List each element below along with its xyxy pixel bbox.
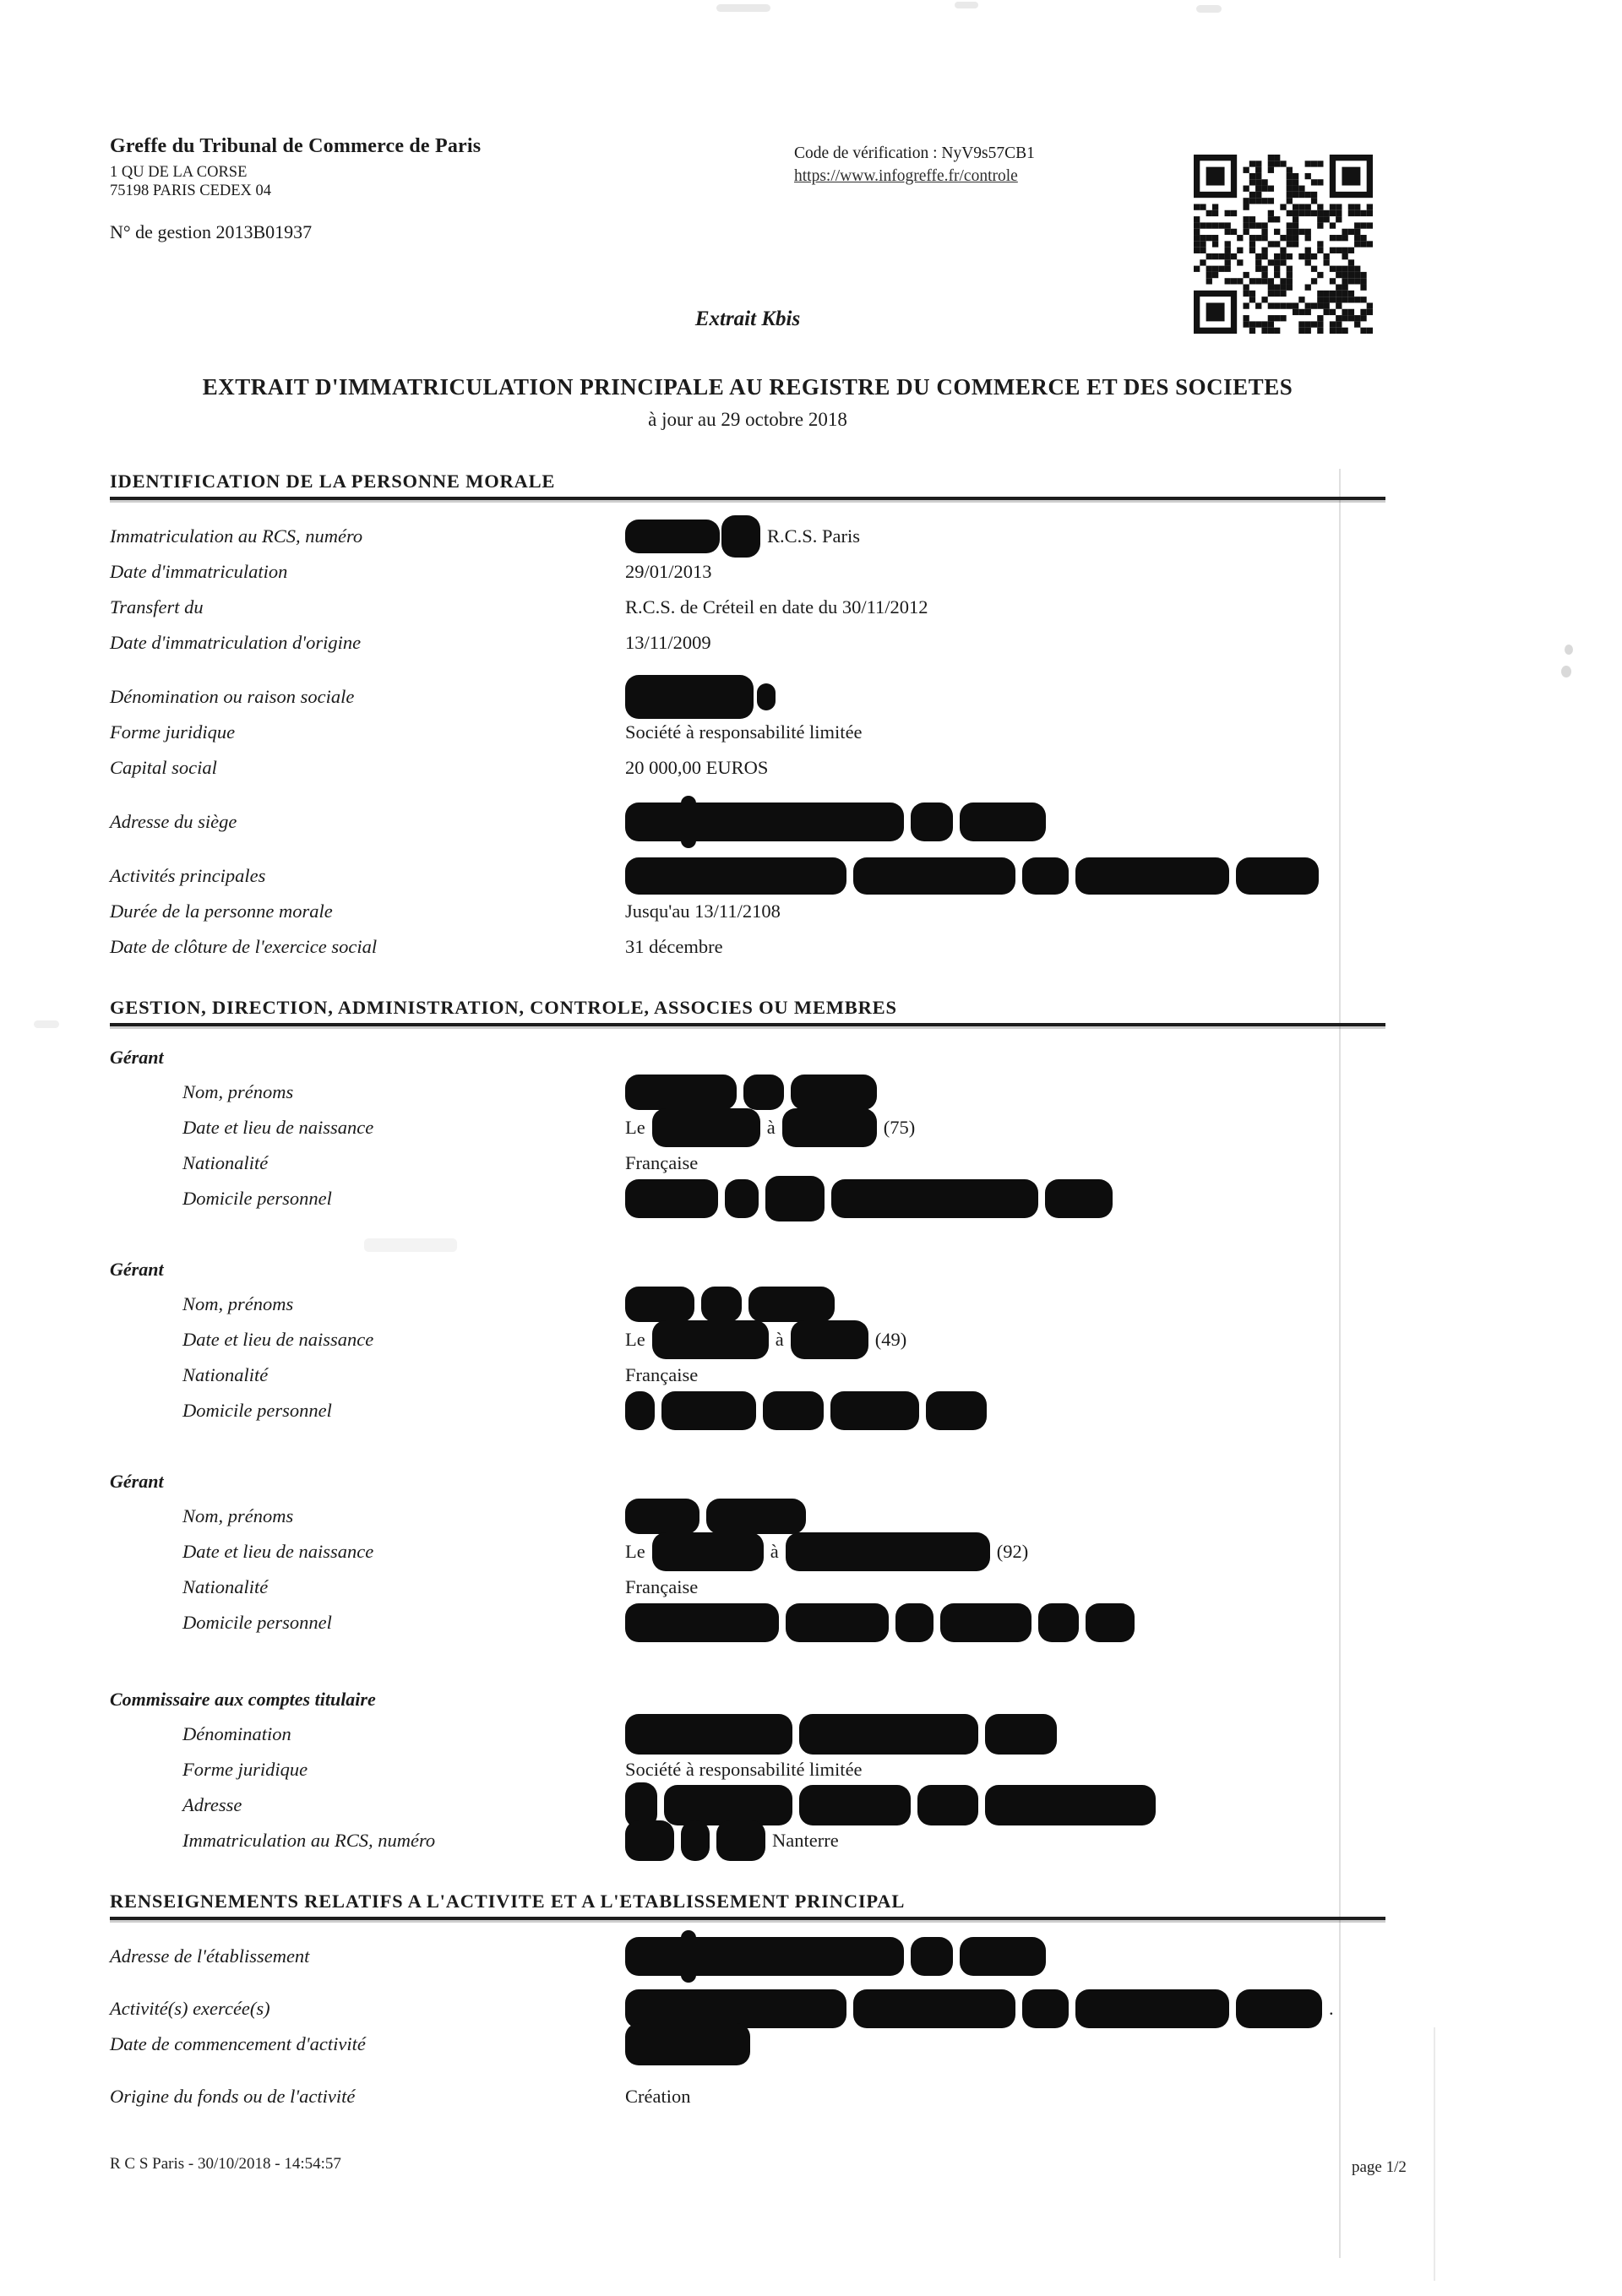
value-text: Le bbox=[625, 1117, 645, 1138]
field-row bbox=[110, 1322, 1385, 1357]
field-row bbox=[110, 1823, 1385, 1858]
value-text: à bbox=[770, 1541, 779, 1562]
field-value bbox=[625, 1287, 1385, 1322]
field-value bbox=[625, 2086, 1385, 2108]
scan-smudge bbox=[34, 1020, 59, 1028]
value-text: Société à responsabilité limitée bbox=[625, 1759, 863, 1780]
field-label: Origine du fonds ou de l'activité bbox=[110, 2086, 356, 2107]
redaction-bar bbox=[782, 1108, 877, 1147]
field-value bbox=[625, 1364, 1385, 1386]
field-label: Forme juridique bbox=[182, 1759, 308, 1780]
value-text: Nanterre bbox=[772, 1830, 839, 1851]
field-value bbox=[625, 803, 1385, 841]
redaction-bar bbox=[681, 1820, 710, 1861]
field-label: Immatriculation au RCS, numéro bbox=[110, 525, 363, 547]
value-text: (92) bbox=[996, 1541, 1029, 1562]
field-group bbox=[110, 1683, 1385, 1858]
field-group bbox=[110, 1939, 1385, 2114]
field-label: Domicile personnel bbox=[182, 1188, 332, 1209]
group-subheading: Gérant bbox=[110, 1471, 164, 1492]
field-row bbox=[110, 1991, 1385, 2027]
scan-smudge bbox=[955, 2, 978, 8]
redaction-bar bbox=[625, 1179, 718, 1218]
field-value bbox=[625, 2023, 1385, 2065]
verification-code: Code de vérification : NyV9s57CB1 bbox=[794, 144, 1035, 162]
value-text: Le bbox=[625, 1541, 645, 1562]
redaction-bar bbox=[661, 1391, 756, 1430]
redaction-bar bbox=[625, 1075, 737, 1110]
scan-smudge bbox=[716, 4, 770, 12]
field-label: Domicile personnel bbox=[182, 1612, 332, 1633]
field-row bbox=[110, 858, 1385, 894]
field-row bbox=[110, 1357, 1385, 1393]
field-value bbox=[625, 1603, 1385, 1642]
field-label: Nom, prénoms bbox=[182, 1081, 294, 1102]
section bbox=[110, 471, 1385, 965]
field-label: Dénomination ou raison sociale bbox=[110, 686, 355, 707]
redaction-bar bbox=[625, 1499, 699, 1534]
value-text: 29/01/2013 bbox=[625, 561, 712, 582]
issuer-address-line2: 75198 PARIS CEDEX 04 bbox=[110, 182, 272, 199]
field-label: Transfert du bbox=[110, 596, 204, 618]
field-label: Date de clôture de l'exercice social bbox=[110, 936, 378, 957]
value-text: Française bbox=[625, 1364, 699, 1385]
field-row bbox=[110, 804, 1385, 840]
redaction-bar bbox=[1045, 1179, 1113, 1218]
field-label: Capital social bbox=[110, 757, 217, 778]
field-row bbox=[110, 1075, 1385, 1110]
redaction-bar bbox=[625, 1937, 904, 1976]
value-text: (75) bbox=[883, 1117, 916, 1138]
group-subheading: Gérant bbox=[110, 1047, 164, 1068]
page-indicator: page 1/2 bbox=[1352, 2158, 1407, 2176]
scan-speck bbox=[1565, 645, 1573, 655]
value-text: R.C.S. Paris bbox=[767, 525, 861, 547]
redaction-bar bbox=[652, 1532, 764, 1571]
field-label: Activité(s) exercée(s) bbox=[110, 1998, 270, 2019]
field-value bbox=[625, 936, 1385, 958]
redaction-bar bbox=[625, 857, 846, 895]
field-label: Nom, prénoms bbox=[182, 1505, 294, 1526]
redaction-bar bbox=[853, 857, 1015, 895]
field-row bbox=[110, 519, 1385, 554]
redaction-bar bbox=[725, 1179, 759, 1218]
field-label: Domicile personnel bbox=[182, 1400, 332, 1421]
field-group bbox=[110, 1253, 1385, 1428]
redaction-bar bbox=[625, 1714, 792, 1755]
field-value bbox=[625, 1152, 1385, 1174]
field-label: Date et lieu de naissance bbox=[182, 1541, 374, 1562]
field-row bbox=[110, 1393, 1385, 1428]
field-value bbox=[625, 1499, 1385, 1534]
redaction-bar bbox=[625, 1820, 674, 1861]
field-group bbox=[110, 1465, 1385, 1640]
field-value bbox=[625, 900, 1385, 922]
document-title: Extrait Kbis bbox=[694, 307, 801, 330]
redaction-bar bbox=[743, 1075, 784, 1110]
section-heading: IDENTIFICATION DE LA PERSONNE MORALE bbox=[110, 471, 1385, 500]
redaction-bar bbox=[911, 803, 953, 841]
field-value bbox=[625, 1759, 1385, 1781]
field-row bbox=[110, 679, 1385, 715]
redaction-bar bbox=[625, 520, 720, 553]
section-heading: RENSEIGNEMENTS RELATIFS A L'ACTIVITE ET A L'ETABLISSEMENT PRINCIPAL bbox=[110, 1891, 1385, 1920]
redaction-bar bbox=[701, 1287, 742, 1322]
redaction-bar bbox=[926, 1391, 987, 1430]
redaction-bar bbox=[917, 1785, 978, 1825]
field-label: Adresse du siège bbox=[110, 811, 237, 832]
field-row bbox=[110, 2027, 1385, 2062]
field-value bbox=[625, 1714, 1385, 1755]
group-subheading: Gérant bbox=[110, 1259, 164, 1280]
redaction-bar bbox=[763, 1391, 824, 1430]
redaction-bar bbox=[940, 1603, 1031, 1642]
redaction-bar bbox=[625, 2023, 750, 2065]
field-label: Nationalité bbox=[182, 1364, 269, 1385]
issuer-block bbox=[110, 135, 481, 200]
redaction-bar bbox=[625, 1603, 779, 1642]
field-value bbox=[625, 1532, 1385, 1571]
redaction-bar bbox=[1022, 857, 1069, 895]
field-row bbox=[110, 1287, 1385, 1322]
scan-speck bbox=[1561, 666, 1571, 677]
field-row bbox=[110, 894, 1385, 929]
redaction-bar bbox=[831, 1179, 1038, 1218]
redaction-bar bbox=[786, 1603, 889, 1642]
field-value bbox=[625, 1320, 1385, 1359]
footer-info: R C S Paris - 30/10/2018 - 14:54:57 bbox=[110, 2155, 341, 2173]
value-text: Française bbox=[625, 1576, 699, 1597]
value-text: Société à responsabilité limitée bbox=[625, 721, 863, 743]
verification-link[interactable]: https://www.infogreffe.fr/controle bbox=[794, 167, 1018, 185]
redaction-bar bbox=[1022, 1989, 1069, 2028]
field-row bbox=[110, 590, 1385, 625]
field-row bbox=[110, 1787, 1385, 1823]
field-group bbox=[110, 858, 1385, 965]
value-text: à bbox=[775, 1329, 784, 1350]
value-text: Création bbox=[625, 2086, 691, 2107]
document-subtitle: à jour au 29 octobre 2018 bbox=[648, 409, 847, 430]
redaction-bar bbox=[721, 515, 760, 558]
field-value bbox=[625, 757, 1385, 779]
field-row bbox=[110, 1181, 1385, 1216]
field-row bbox=[110, 1939, 1385, 1974]
field-label: Forme juridique bbox=[110, 721, 236, 743]
field-label: Date et lieu de naissance bbox=[182, 1117, 374, 1138]
redaction-bar bbox=[716, 1820, 765, 1861]
value-text: 31 décembre bbox=[625, 936, 723, 957]
field-group bbox=[110, 679, 1385, 786]
redaction-bar bbox=[625, 675, 754, 719]
redaction-bar bbox=[625, 1391, 655, 1430]
redaction-bar bbox=[1236, 1989, 1322, 2028]
redaction-bar bbox=[799, 1785, 911, 1825]
redaction-bar bbox=[706, 1499, 806, 1534]
field-row bbox=[110, 554, 1385, 590]
field-label: Nationalité bbox=[182, 1576, 269, 1597]
field-row bbox=[110, 1570, 1385, 1605]
field-group bbox=[110, 804, 1385, 840]
value-text: Le bbox=[625, 1329, 645, 1350]
field-value bbox=[625, 1576, 1385, 1598]
redaction-bar bbox=[960, 1937, 1046, 1976]
field-value bbox=[625, 857, 1385, 895]
field-value bbox=[625, 1937, 1385, 1976]
field-value bbox=[625, 1391, 1385, 1430]
field-value bbox=[625, 1108, 1385, 1147]
redaction-bar bbox=[1075, 857, 1229, 895]
redaction-bar bbox=[757, 683, 776, 710]
field-label: Durée de la personne morale bbox=[110, 900, 333, 922]
value-text: à bbox=[766, 1117, 776, 1138]
redaction-bar bbox=[911, 1937, 953, 1976]
value-text: Française bbox=[625, 1152, 699, 1173]
field-value bbox=[625, 1989, 1385, 2028]
section-heading: GESTION, DIRECTION, ADMINISTRATION, CONTROLE, ASSOCIES OU MEMBRES bbox=[110, 997, 1385, 1026]
scan-smudge bbox=[1196, 5, 1222, 13]
redaction-bar bbox=[1236, 857, 1319, 895]
field-label: Date d'immatriculation bbox=[110, 561, 288, 582]
field-value bbox=[625, 1176, 1385, 1221]
redaction-bar bbox=[799, 1714, 978, 1755]
redaction-bar bbox=[1086, 1603, 1135, 1642]
redaction-bar bbox=[652, 1108, 760, 1147]
field-value bbox=[625, 632, 1385, 654]
field-row bbox=[110, 2079, 1385, 2114]
field-row bbox=[110, 1605, 1385, 1640]
redaction-bar bbox=[960, 803, 1046, 841]
redaction-bar-stub bbox=[681, 796, 696, 848]
redaction-bar-stub bbox=[681, 1930, 696, 1983]
field-row bbox=[110, 1534, 1385, 1570]
redaction-bar bbox=[791, 1075, 877, 1110]
field-value bbox=[625, 515, 1385, 558]
group-subheading: Commissaire aux comptes titulaire bbox=[110, 1689, 376, 1710]
value-text: (49) bbox=[874, 1329, 907, 1350]
redaction-bar bbox=[664, 1785, 792, 1825]
field-row bbox=[110, 625, 1385, 661]
field-row bbox=[110, 1110, 1385, 1145]
issuer-name: Greffe du Tribunal de Commerce de Paris bbox=[110, 135, 482, 157]
scan-vertical-line bbox=[1434, 2027, 1435, 2281]
field-value bbox=[625, 561, 1385, 583]
value-text: 13/11/2009 bbox=[625, 632, 711, 653]
field-row bbox=[110, 929, 1385, 965]
field-label: Date d'immatriculation d'origine bbox=[110, 632, 362, 653]
verification-block bbox=[794, 142, 1035, 188]
value-text: 20 000,00 EUROS bbox=[625, 757, 769, 778]
value-text: . bbox=[1329, 1998, 1334, 2019]
field-label: Adresse bbox=[182, 1794, 242, 1815]
field-label: Immatriculation au RCS, numéro bbox=[182, 1830, 436, 1851]
field-row bbox=[110, 750, 1385, 786]
field-label: Activités principales bbox=[110, 865, 266, 886]
redaction-bar bbox=[786, 1532, 990, 1571]
field-value bbox=[625, 596, 1385, 618]
field-row bbox=[110, 1717, 1385, 1752]
field-label: Date de commencement d'activité bbox=[110, 2033, 366, 2054]
field-value bbox=[625, 721, 1385, 743]
document-heading: EXTRAIT D'IMMATRICULATION PRINCIPALE AU REGISTRE DU COMMERCE ET DES SOCIETES bbox=[202, 374, 1293, 400]
field-row bbox=[110, 715, 1385, 750]
redaction-bar bbox=[1038, 1603, 1079, 1642]
redaction-bar bbox=[748, 1287, 835, 1322]
field-label: Nom, prénoms bbox=[182, 1293, 294, 1314]
field-label: Adresse de l'établissement bbox=[110, 1945, 310, 1967]
field-group bbox=[110, 1041, 1385, 1216]
section bbox=[110, 997, 1385, 1858]
field-label: Nationalité bbox=[182, 1152, 269, 1173]
issuer-address-line1: 1 QU DE LA CORSE bbox=[110, 164, 248, 181]
field-row bbox=[110, 1499, 1385, 1534]
redaction-bar bbox=[765, 1176, 825, 1221]
redaction-bar bbox=[625, 1287, 694, 1322]
value-text: Jusqu'au 13/11/2108 bbox=[625, 900, 781, 922]
redaction-bar bbox=[1075, 1989, 1229, 2028]
redaction-bar bbox=[625, 803, 904, 841]
redaction-bar bbox=[853, 1989, 1015, 2028]
section bbox=[110, 1891, 1385, 2114]
redaction-bar bbox=[985, 1714, 1057, 1755]
field-value bbox=[625, 1075, 1385, 1110]
redaction-bar bbox=[895, 1603, 933, 1642]
field-group bbox=[110, 519, 1385, 661]
field-value bbox=[625, 675, 1385, 719]
redaction-bar bbox=[985, 1785, 1156, 1825]
field-label: Date et lieu de naissance bbox=[182, 1329, 374, 1350]
field-label: Dénomination bbox=[182, 1723, 291, 1744]
redaction-bar bbox=[830, 1391, 919, 1430]
value-text: R.C.S. de Créteil en date du 30/11/2012 bbox=[625, 596, 928, 618]
field-value bbox=[625, 1820, 1385, 1861]
redaction-bar bbox=[652, 1320, 769, 1359]
management-number: N° de gestion 2013B01937 bbox=[110, 221, 313, 242]
redaction-bar bbox=[791, 1320, 868, 1359]
